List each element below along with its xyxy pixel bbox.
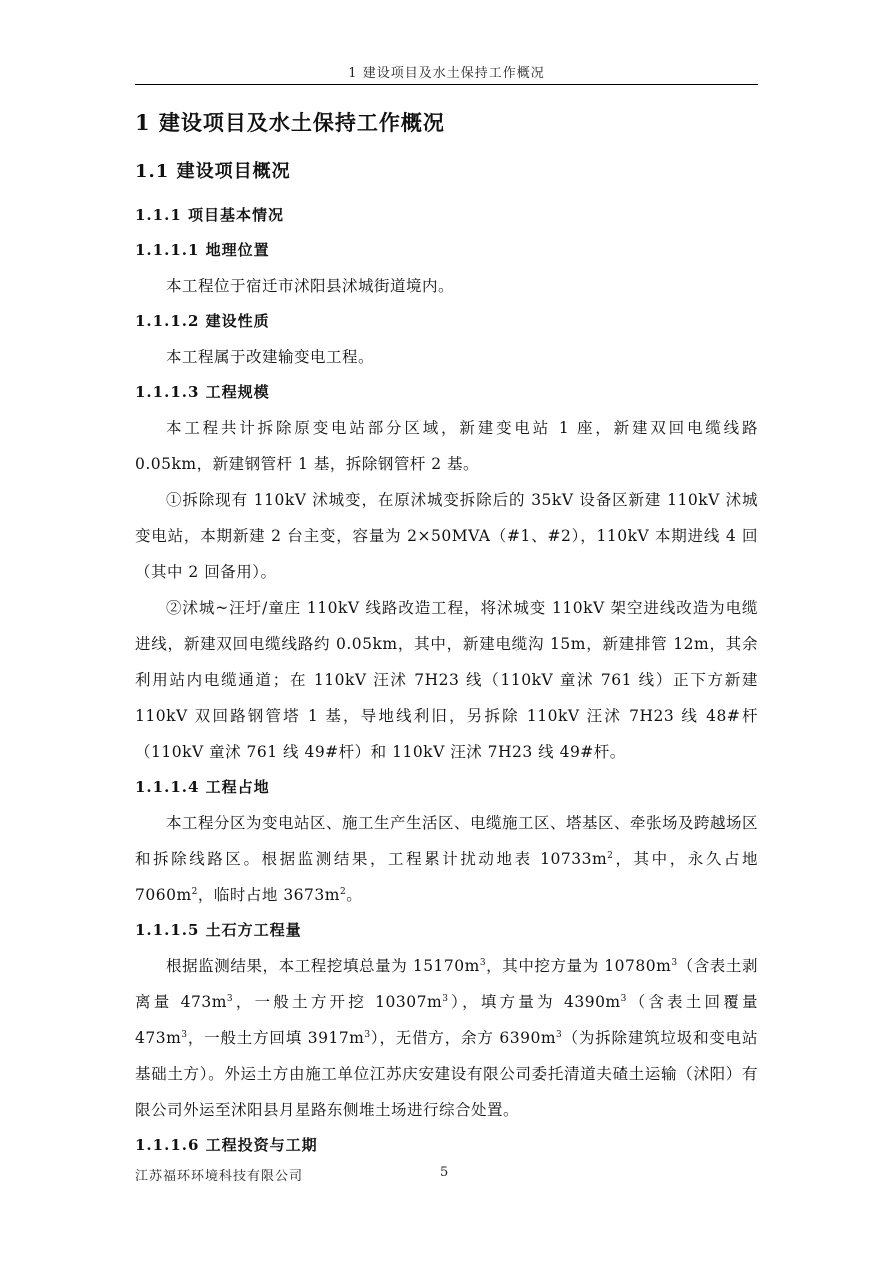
land-paragraph: 本工程分区为变电站区、施工生产生活区、电缆施工区、塔基区、牵张场及跨越场区和拆除线路区。根据监测结果，工程累计扰动地表 $10733m^2$，其中，永久占地 $7060m^2$，临时占地 $3673m^2$。	[135, 814, 759, 904]
section-title-land: 1.1.1.4 工程占地	[135, 778, 270, 796]
location-paragraph: 本工程位于宿迁市沭阳县沭城街道境内。	[166, 277, 455, 295]
section-title-1-1-1: 1.1.1 项目基本情况	[135, 206, 284, 224]
page-number: 5	[440, 1165, 449, 1180]
section-title-earthwork: 1.1.1.5 土石方工程量	[135, 921, 302, 939]
page-body	[135, 106, 758, 1163]
chapter-title: 1 建设项目及水土保持工作概况	[135, 110, 445, 135]
section-title-nature: 1.1.1.2 建设性质	[135, 312, 270, 330]
section-title-scale: 1.1.1.3 工程规模	[135, 383, 270, 401]
header-rule	[135, 84, 758, 85]
scale-paragraph-3: ②沭城~汪圩/童庄 110kV 线路改造工程，将沭城变 110kV 架空进线改造为电缆进线，新建双回电缆线路约 0.05km，其中，新建电缆沟 15m，新建排管 12m，其余利用站内电缆通道；在 110kV 汪沭 7H23 线（110kV 童沭 761 线）正下方新建 110kV 双回路钢管塔 1 基，导地线利旧，另拆除 110kV 汪沭 7H23 线 48#杆（110kV 童沭 761 线 49#杆）和 110kV 汪沭 7H23 线 49#杆。	[135, 599, 758, 761]
scale-paragraph-1: 本工程共计拆除原变电站部分区域，新建变电站 1 座，新建双回电缆线路 0.05km，新建钢管杆 1 基，拆除钢管杆 2 基。	[135, 419, 758, 473]
running-header: 1 建设项目及水土保持工作概况	[348, 66, 545, 81]
footer-company: 江苏福环环境科技有限公司	[135, 1169, 304, 1184]
earthwork-paragraph: 根据监测结果，本工程挖填总量为 $15170m^3$，其中挖方量为 $10780m^3$（含表土剥离量 $473m^3$，一般土方开挖 $10307m^3$），填方量为 $4390m^3$（含表土回覆量 $473m^3$，一般土方回填 $3917m^3$），无借方，余方 $6390m^3$（为拆除建筑垃圾和变电站基础土方）。外运土方由施工单位江苏庆安建设有限公司委托清道夫碴土运输（沭阳）有限公司外运至沭阳县月星路东侧堆土场进行综合处置。	[135, 957, 758, 1119]
scale-paragraph-2: ①拆除现有 110kV 沭城变，在原沭城变拆除后的 35kV 设备区新建 110kV 沭城变电站，本期新建 2 台主变，容量为 2×50MVA（#1、#2），110kV 本期进线 4 回（其中 2 回备用）。	[135, 491, 758, 581]
nature-paragraph: 本工程属于改建输变电工程。	[166, 348, 375, 366]
section-title-investment: 1.1.1.6 工程投资与工期	[135, 1136, 318, 1154]
page-footer	[135, 1165, 758, 1187]
section-title-1-1: 1.1 建设项目概况	[135, 161, 291, 182]
section-title-location: 1.1.1.1 地理位置	[135, 241, 270, 259]
